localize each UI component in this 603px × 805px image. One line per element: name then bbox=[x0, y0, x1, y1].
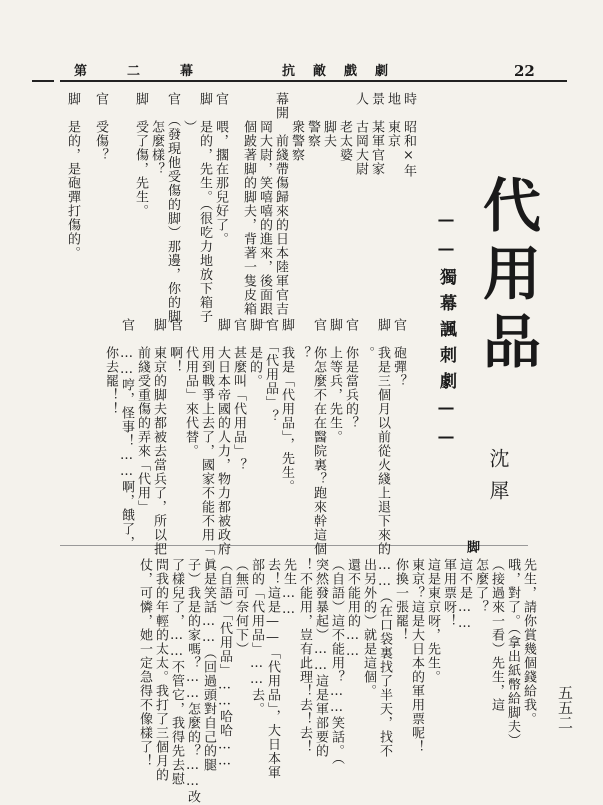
text-line: （接過來一看）先生，這 bbox=[489, 558, 504, 712]
text-line: 了樣兒了，……不管它，我得先去慰 bbox=[169, 558, 184, 786]
text-line: （自語）這不能用？……笑話。（ bbox=[329, 558, 344, 766]
text-line: 出另外的）就是這個。 bbox=[361, 558, 376, 698]
text-line: ！不能用，豈有此理！去！去！ bbox=[297, 558, 312, 754]
text-line: 子）我是的家嗎？……怎麼的？……改 bbox=[185, 558, 200, 804]
running-header bbox=[32, 60, 565, 78]
stage-line: 岡大尉，笑嘻嘻的進來，後面跟一 bbox=[257, 92, 272, 330]
speaker-label: 脚 bbox=[464, 540, 479, 554]
journal-title: 抗敵戲劇 bbox=[282, 64, 407, 79]
stage-line: 人 古岡大尉 bbox=[353, 92, 368, 176]
text-line: 哦，對了。（拿出紙幣給脚夫） bbox=[505, 558, 520, 748]
play-subtitle: ——獨幕諷刺劇—— bbox=[436, 210, 456, 456]
stage-line: 地 東京 bbox=[385, 92, 400, 148]
header-rule-short bbox=[32, 80, 54, 82]
play-title: 代用品 bbox=[473, 175, 541, 379]
dialogue-line: 官 砲彈？ bbox=[391, 318, 406, 388]
text-line: 怎麼了？ bbox=[473, 558, 488, 614]
stage-line: 脚 是的，是砲彈打傷的。 bbox=[65, 92, 80, 260]
dialogue-line: 官 你是當兵的？ bbox=[343, 318, 358, 430]
text-line: 還不能用的…… bbox=[345, 558, 360, 660]
stage-line: 脚 受了傷，先生。 bbox=[133, 92, 148, 218]
author-name: 沈犀 bbox=[486, 448, 510, 512]
page-number-chinese: 五五二 bbox=[556, 685, 574, 730]
text-line: 東京？這是大日本的軍用票呢！ bbox=[409, 558, 424, 754]
text-line: 突然發暴起）……這是軍部要的 bbox=[313, 558, 328, 758]
dialogue-line: 脚 我是三個月以前從火綫上退下來的 bbox=[375, 318, 390, 556]
stage-line: 幕開 前綫帶傷歸來的日本陸軍官吉 bbox=[273, 92, 288, 316]
text-line: ……（在口袋裏找了半天，找不 bbox=[377, 558, 392, 758]
text-line: 仗，可憐，她一定急得不像樣了！ bbox=[137, 558, 152, 768]
text-line: （自語）「代用品」……哈哈…… bbox=[217, 558, 232, 770]
stage-line: 官 受傷？ bbox=[93, 92, 108, 162]
text-line: 部的「代用品」……去。 bbox=[249, 558, 264, 716]
text-line: 先生…… bbox=[281, 558, 296, 618]
stage-line: 時 昭和×年 bbox=[401, 92, 416, 178]
dialogue-line: 。 bbox=[359, 318, 374, 360]
dialogue-line: 脚 是的。 bbox=[247, 318, 262, 388]
stage-line: 脚夫 bbox=[321, 92, 336, 148]
dialogue-line: 代用品」來代替。 bbox=[183, 318, 198, 458]
text-line: 問我的年輕的太太。我打了三個月的 bbox=[153, 558, 168, 782]
header-rule bbox=[60, 80, 567, 82]
dialogue-line: 官 ……哼，怪事！……啊，餓了， bbox=[119, 318, 134, 550]
text-line: 先生，請你賞幾個錢給我。 bbox=[521, 558, 536, 726]
dialogue-line: 官 甚麼叫「代用品」？ bbox=[231, 318, 246, 472]
stage-line: 衆警察 bbox=[289, 92, 304, 162]
stage-line: 景 某軍官家 bbox=[369, 92, 384, 176]
dialogue-line: 脚 大日本帝國的人力，物力都被政府 bbox=[215, 318, 230, 556]
text-line: 這是東京呀，先生。 bbox=[425, 558, 440, 684]
stage-line: 警察 bbox=[305, 92, 320, 148]
stage-line: 老太婆 bbox=[337, 92, 352, 162]
text-line: 去！這是——「代用品」，大日本軍 bbox=[265, 558, 280, 780]
stage-line: 官 喂，擱在那兒好了。 bbox=[213, 92, 228, 246]
dialogue-line: 脚 上等兵，先生。 bbox=[327, 318, 342, 444]
text-line: 眞是笑話……（回過頭對自己的腿 bbox=[201, 558, 216, 772]
dialogue-line: 你去罷！！ bbox=[103, 318, 118, 416]
section-label: 第二幕 bbox=[74, 64, 234, 79]
text-line: 這不是…… bbox=[457, 558, 472, 632]
stage-line: 怎麼樣？ bbox=[149, 92, 164, 176]
stage-line: ） bbox=[181, 92, 196, 134]
text-line: 軍用票呀！ bbox=[441, 558, 456, 628]
text-line: （無可奈何下） bbox=[233, 558, 248, 656]
dialogue-line: 用到戰爭上去了，國家不能不用「 bbox=[199, 318, 214, 556]
stage-line: 官 （發現他受傷的脚）那邊，你的脚 bbox=[165, 92, 180, 324]
dialogue-line: 官 你怎麼不在在醫院裏？跑來幹這個 bbox=[311, 318, 326, 556]
stage-line: 脚 是的，先生。（很吃力地放下箱子 bbox=[197, 92, 212, 324]
dialogue-line: 官 「代用品」？ bbox=[263, 318, 278, 424]
dialogue-line: 脚 我是「代用品」，先生。 bbox=[279, 318, 294, 494]
stage-line: 個跛著脚的脚夫，背著一隻皮箱 bbox=[241, 92, 256, 316]
dialogue-line: ？ bbox=[295, 318, 310, 360]
dialogue-line: 脚 東京的脚夫都被去當兵了，所以把 bbox=[151, 318, 166, 556]
page-number-arabic: 22 bbox=[514, 62, 535, 80]
dialogue-line: 前綫受重傷的弄來「代用」 bbox=[135, 318, 150, 514]
text-line: 你換一張罷！ bbox=[393, 558, 408, 642]
dialogue-line: 官 啊！ bbox=[167, 318, 182, 374]
